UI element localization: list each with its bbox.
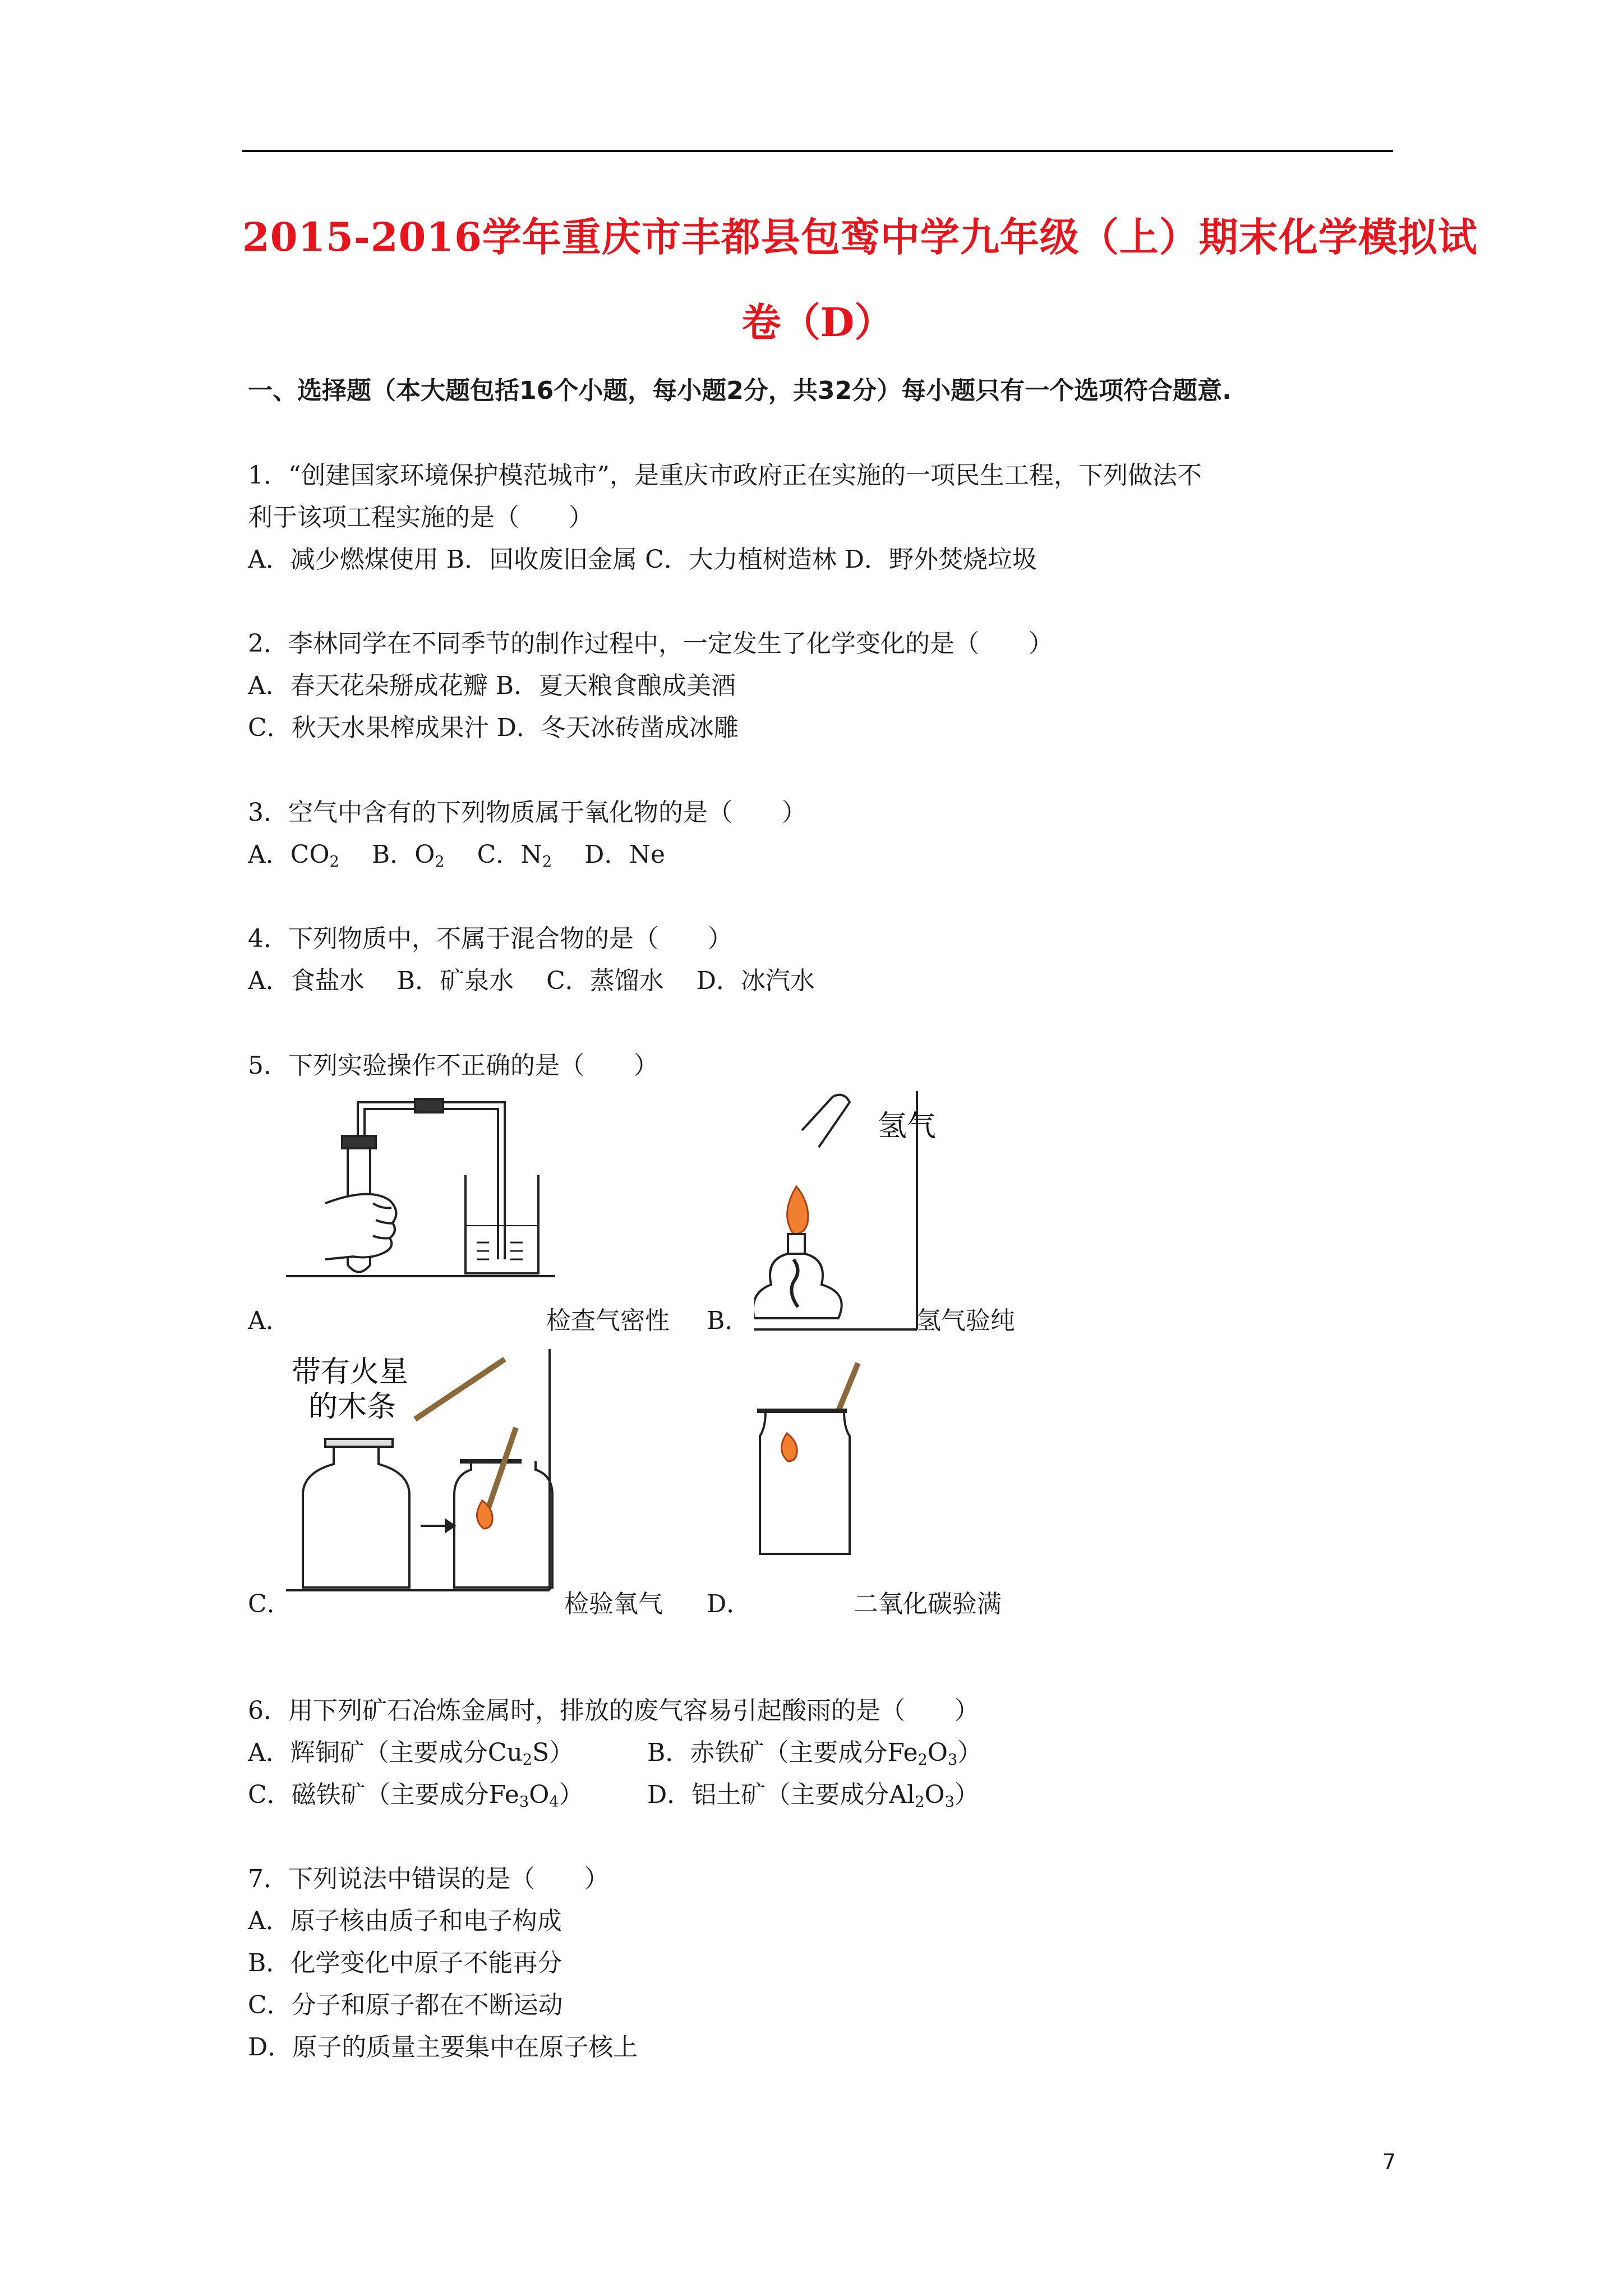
q3-stem: 3．空气中含有的下列物质属于氧化物的是（ ） [248,798,806,827]
q5-figure-c-label-1: 带有火星 [292,1355,409,1389]
q5-figure-a-airtightness [286,1091,578,1287]
q3-option-b: B．$O_2$ [371,840,445,871]
section-heading: 一、选择题（本大题包括16个小题，每小题2分，共32分）每小题只有一个选项符合题意. [248,376,1232,405]
q1-stem-line-2: 利于该项工程实施的是（ ） [248,503,593,532]
q6-stem: 6．用下列矿石冶炼金属时，排放的废气容易引起酸雨的是（ ） [248,1696,979,1725]
q3-option-d: D．Ne [584,840,665,869]
q4-stem: 4．下列物质中，不属于混合物的是（ ） [248,924,732,953]
q1-stem-line-1: 1．“创建国家环境保护模范城市”，是重庆市政府正在实施的一项民生工程，下列做法不 [248,461,1202,490]
q7-option-c: C．分子和原子都在不断运动 [248,1991,563,2019]
page-title-line-2: 卷（D） [741,299,894,346]
q1-options: A．减少燃煤使用 B．回收废旧金属 C．大力植树造林 D．野外焚烧垃圾 [248,545,1038,574]
page-number: 7 [1382,2150,1396,2174]
q5-option-c-letter: C． [248,1590,292,1618]
q6-option-d: D．铝土矿（主要成分$Al_2O_3$） [647,1780,979,1811]
q5-figure-b-hydrogen-label: 氢气 [878,1110,937,1143]
q5-option-b-letter: B． [707,1306,750,1335]
q7-stem: 7．下列说法中错误的是（ ） [248,1865,609,1893]
q7-option-d: D．原子的质量主要集中在原子核上 [248,2033,638,2062]
q5-stem: 5．下列实验操作不正确的是（ ） [248,1051,658,1080]
q7-option-b: B．化学变化中原子不能再分 [248,1949,562,1977]
q2-options-cd: C．秋天水果榨成果汁 D．冬天冰砖凿成冰雕 [248,714,739,742]
q6-option-b: B．赤铁矿（主要成分$Fe_2O_3$） [647,1738,983,1769]
q5-figure-c-label-2: 的木条 [308,1390,396,1424]
page-title-line-1: 2015-2016学年重庆市丰都县包鸾中学九年级（上）期末化学模拟试 [242,214,1478,260]
q3-option-a: A．$CO_2$ [248,840,339,871]
q5-option-c-caption: 检验氧气 [564,1590,663,1618]
q5-option-d-caption: 二氧化碳验满 [854,1590,1002,1618]
q5-option-b-caption: 氢气验纯 [916,1306,1015,1335]
q4-options: A．食盐水 B．矿泉水 C．蒸馏水 D．冰汽水 [248,967,815,995]
q5-figure-d-co2-test [754,1349,866,1562]
q6-option-a: A．辉铜矿（主要成分$Cu_2S$） [248,1738,574,1769]
q2-stem: 2．李林同学在不同季节的制作过程中，一定发生了化学变化的是（ ） [248,629,1053,658]
q5-option-a-letter: A． [248,1306,291,1335]
q7-option-a: A．原子核由质子和电子构成 [248,1907,562,1935]
q5-figure-b-hydrogen-test [754,1091,973,1338]
header-rule [242,150,1393,152]
q2-options-ab: A．春天花朵掰成花瓣 B．夏天粮食酿成美酒 [248,671,736,700]
q5-figure-c-oxygen-test [286,1349,566,1596]
q5-option-a-caption: 检查气密性 [546,1306,670,1335]
q3-option-c: C．$N_2$ [477,840,552,871]
q6-option-c: C．磁铁矿（主要成分$Fe_3O_4$） [248,1780,584,1811]
q3-options [248,838,665,872]
q5-option-d-letter: D． [707,1590,751,1618]
